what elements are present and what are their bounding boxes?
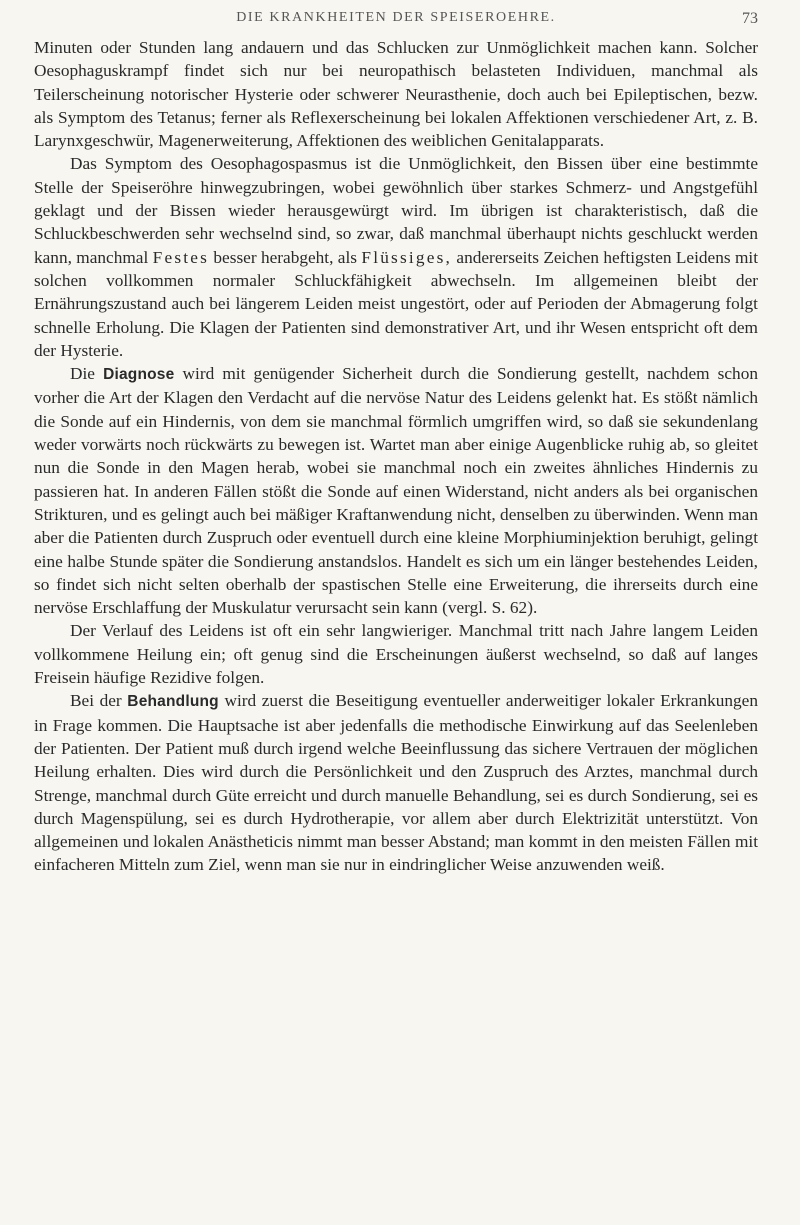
body-text: [34, 36, 758, 877]
paragraph-oesophaguskrampf: [34, 36, 758, 152]
paragraph-text: wird zuerst die Beseitigung eventueller anderweitiger lokaler Erkrankungen in Frage kommen. Die Hauptsache ist aber jedenfalls die methodische Einwirkung auf das Seelenleben der Patienten. Der Patient muß durch irgend welche Beeinflussung das sichere Vertrauen der möglichen Heilung erhalten. Dies wird durch die Persönlichkeit und den Zuspruch des Arztes, manchmal durch Strenge, manchmal durch Güte erreicht und durch manuelle Behandlung, sei es durch Sondierung, sei es durch Magenspülung, sei es durch Hydrotherapie, vor allem aber durch Elektrizität unterstützt. Von allgemeinen und lokalen Anästheticis nimmt man besser Abstand; man kommt in den meisten Fällen mit einfacheren Mitteln zum Ziel, wenn man sie nur in eindringlicher Weise anzuwenden weiß.: [34, 691, 758, 875]
paragraph-text: besser herabgeht, als: [209, 247, 362, 267]
paragraph-symptom: [34, 152, 758, 362]
paragraph-text: Der Verlauf des Leidens ist oft ein sehr langwieriger. Manchmal tritt nach Jahre langem Leiden vollkommene Heilung ein; oft genug sind die Erscheinungen äußerst wechselnd, so daß auf langes Freisein häufige Rezidive folgen.: [34, 621, 758, 688]
paragraph-behandlung: [34, 689, 758, 876]
keyword-diagnose: Diagnose: [103, 366, 175, 384]
paragraph-verlauf: [34, 619, 758, 689]
paragraph-text: Das Symptom des Oesophagospasmus ist die Unmöglichkeit, den Bissen über eine bestimmte Stelle der Speiseröhre hinwegzubringen, wobei gewöhnlich über starkes Schmerz- und Angstgefühl geklagt und der Bissen wieder herausgewürgt wird. Im übrigen ist charakteristisch, daß die Schluckbeschwerden sehr wechselnd sind, so zwar, daß manchmal überhaupt nichts geschluckt werden kann, manchmal: [34, 154, 758, 267]
paragraph-text: Bei der: [70, 691, 128, 711]
paragraph-text: andererseits Zeichen heftigsten Leidens mit solchen vollkommen normaler Schluckfähigkeit abwechseln. Im allgemeinen bleibt der Ernährungszustand auch bei längerem Leiden meist ungestört, oder auf Perioden der Abmagerung folgt schnelle Erholung. Die Klagen der Patienten sind demonstrativer Art, und ihr Wesen entspricht oft dem der Hysterie.: [34, 247, 759, 360]
page-number: 73: [742, 10, 758, 27]
paragraph-text: wird mit genügender Sicherheit durch die Sondierung gestellt, nachdem schon vorher die Art der Klagen den Verdacht auf die nervöse Natur des Leidens gelenkt hat. Es stößt nämlich die Sonde auf ein Hindernis, von dem sie manchmal förmlich umgriffen wird, so daß sie sekundenlang weder vorwärts noch rückwärts zu bewegen ist. Wartet man aber einige Augenblicke ruhig ab, so gleitet nun die Sonde in den Magen herab, wobei sie manchmal noch ein zweites ähnliches Hindernis zu passieren hat. In anderen Fällen stößt die Sonde auf einen Widerstand, nicht anders als bei organischen Strikturen, und es gelingt auch bei mäßiger Kraftanwendung nicht, denselben zu überwinden. Wenn man aber die Patienten durch Zuspruch oder eventuell durch eine kleine Morphiuminjektion beruhigt, gelingt eine halbe Stunde später die Sondierung anstandslos. Handelt es sich um ein länger bestehendes Leiden, so findet sich nicht selten oberhalb der spastischen Stelle eine Erweiterung, die ihrerseits durch eine nervöse Erschlaffung der Muskulatur verursacht sein kann (vergl. S. 62).: [34, 364, 758, 618]
emphasis-festes: Festes: [152, 247, 210, 267]
running-title: DIE KRANKHEITEN DER SPEISEROEHRE.: [236, 10, 556, 25]
running-header: [34, 10, 758, 36]
keyword-behandlung: Behandlung: [127, 693, 219, 711]
paragraph-text: Minuten oder Stunden lang andauern und das Schlucken zur Unmöglichkeit machen kann. Solcher Oesophaguskrampf findet sich nur bei neuropathisch belasteten Individuen, manchmal als Teilerscheinung notorischer Hysterie oder schwerer Neurasthenie, doch auch bei Epileptischen, bezw. als Symptom des Tetanus; ferner als Reflexerscheinung bei lokalen Affektionen verschiedener Art, z. B. Larynxgeschwür, Magenerweiterung, Affektionen des weiblichen Genitalapparats.: [34, 38, 758, 151]
paragraph-diagnose: [34, 362, 758, 619]
paragraph-text: Die: [70, 364, 104, 384]
emphasis-fluessiges: Flüssiges,: [361, 247, 453, 267]
